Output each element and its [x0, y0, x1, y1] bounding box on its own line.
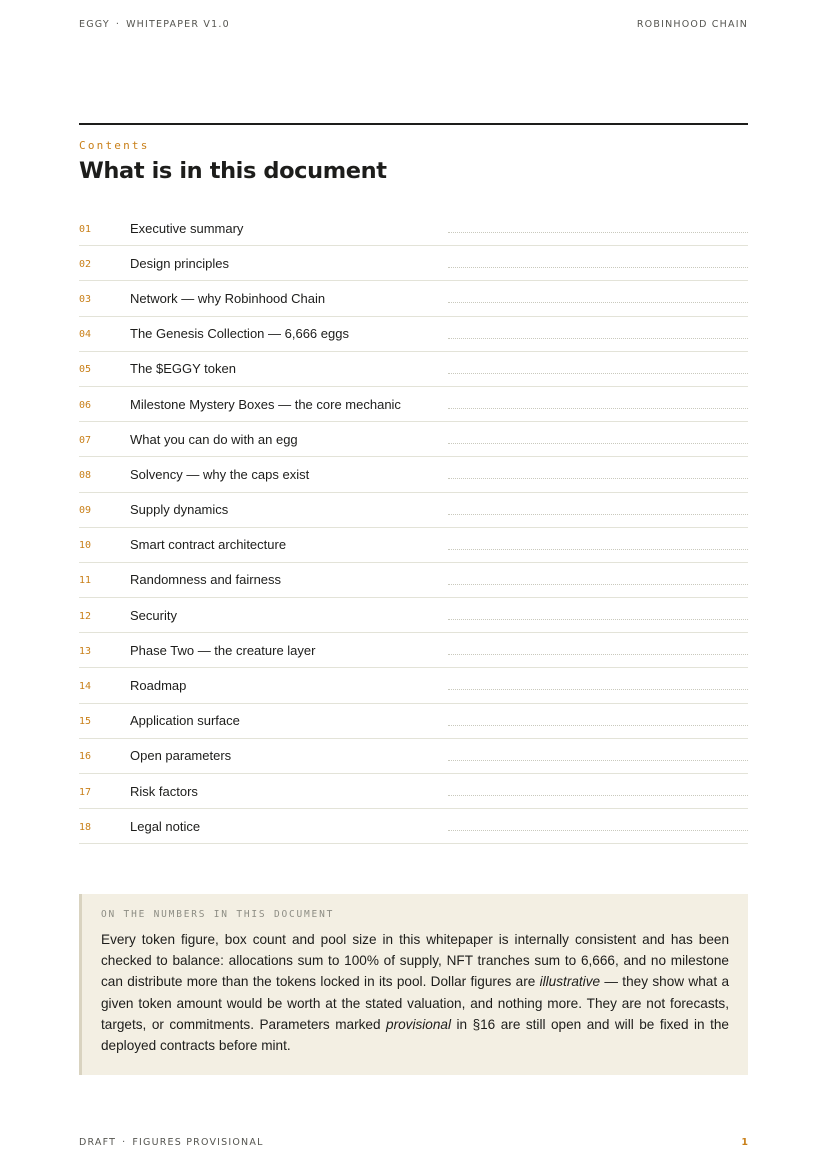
toc-entry[interactable] — [79, 246, 748, 281]
toc-entry-number: 15 — [79, 716, 92, 728]
toc-entry-title[interactable]: Solvency — why the caps exist — [130, 466, 310, 482]
toc-entry-title[interactable]: Randomness and fairness — [130, 572, 282, 588]
numbers-note-callout — [79, 894, 748, 1075]
toc-dot-leader — [448, 408, 748, 409]
toc-dot-leader — [448, 795, 748, 796]
toc-entry-number: 02 — [79, 258, 92, 270]
toc-entry[interactable] — [79, 352, 748, 387]
toc-dot-leader — [448, 619, 748, 620]
toc-entry-title[interactable]: Milestone Mystery Boxes — the core mechanic — [130, 396, 401, 412]
note-emphasis-provisional: provisional — [386, 1016, 452, 1032]
note-body — [101, 929, 729, 1056]
toc-entry-title[interactable]: The Genesis Collection — 6,666 eggs — [130, 326, 349, 342]
toc-entry[interactable] — [79, 528, 748, 563]
footer-left — [79, 1137, 264, 1151]
toc-dot-leader — [448, 760, 748, 761]
toc-entry-title[interactable]: Executive summary — [130, 220, 244, 236]
toc-entry[interactable] — [79, 563, 748, 598]
toc-dot-leader — [448, 267, 748, 268]
toc-entry-number: 14 — [79, 681, 92, 693]
toc-entry-number: 05 — [79, 364, 92, 376]
toc-entry-number: 10 — [79, 540, 92, 552]
toc-entry-title[interactable]: The $EGGY token — [130, 361, 236, 377]
toc-entry[interactable] — [79, 809, 748, 844]
toc-dot-leader — [448, 478, 748, 479]
toc-dot-leader — [448, 443, 748, 444]
toc-entry-title[interactable]: Smart contract architecture — [130, 537, 287, 553]
toc-entry-number: 01 — [79, 223, 92, 235]
contents-eyebrow: Contents — [79, 139, 150, 152]
toc-dot-leader — [448, 549, 748, 550]
toc-entry-title[interactable]: Security — [130, 607, 177, 623]
network-name: ROBINHOOD CHAIN — [636, 19, 748, 30]
toc-dot-leader — [448, 338, 748, 339]
page-number: 1 — [741, 1137, 748, 1148]
toc-entry-number: 16 — [79, 751, 92, 763]
note-eyebrow: ON THE NUMBERS IN THIS DOCUMENT — [101, 909, 335, 920]
toc-entry-number: 03 — [79, 293, 92, 305]
toc-entry-number: 18 — [79, 821, 92, 833]
footer-separator: · — [122, 1137, 127, 1148]
toc-entry-title[interactable]: Legal notice — [130, 818, 201, 834]
toc-entry[interactable] — [79, 704, 748, 739]
toc-entry-title[interactable]: Open parameters — [130, 748, 232, 764]
toc-dot-leader — [448, 373, 748, 374]
toc-dot-leader — [448, 654, 748, 655]
page-title: What is in this document — [79, 158, 387, 184]
header-separator: · — [115, 19, 121, 30]
toc-dot-leader — [448, 725, 748, 726]
toc-entry-number: 09 — [79, 505, 92, 517]
toc-entry[interactable] — [79, 774, 748, 809]
toc-entry-number: 12 — [79, 610, 92, 622]
toc-entry-title[interactable]: Phase Two — the creature layer — [130, 642, 316, 658]
draft-label: DRAFT — [79, 1137, 117, 1148]
figures-provisional-label: FIGURES PROVISIONAL — [132, 1137, 264, 1148]
toc-entry[interactable] — [79, 739, 748, 774]
note-text-3: in §16 are still open and will be fixed in the deployed contracts before mint. — [101, 1016, 729, 1054]
document-title: WHITEPAPER V1.0 — [126, 19, 230, 30]
toc-entry[interactable] — [79, 211, 748, 246]
toc-entry-number: 17 — [79, 786, 92, 798]
toc-entry-title[interactable]: Risk factors — [130, 783, 198, 799]
toc-entry[interactable] — [79, 668, 748, 703]
running-header — [79, 19, 748, 33]
note-text-2: — they show what a given token amount would be worth at the stated valuation, and nothing more. They are not forecasts, targets, or commitments. Parameters marked — [101, 974, 729, 1032]
table-of-contents — [79, 211, 748, 844]
page-footer — [79, 1137, 748, 1151]
toc-dot-leader — [448, 514, 748, 515]
toc-entry-number: 06 — [79, 399, 92, 411]
toc-entry-number: 13 — [79, 645, 92, 657]
toc-entry[interactable] — [79, 317, 748, 352]
header-left — [79, 19, 230, 33]
toc-dot-leader — [448, 830, 748, 831]
toc-entry-title[interactable]: Supply dynamics — [130, 502, 229, 518]
toc-entry[interactable] — [79, 633, 748, 668]
toc-dot-leader — [448, 584, 748, 585]
note-emphasis-illustrative: illustrative — [539, 974, 601, 990]
note-text-1: Every token figure, box count and pool size in this whitepaper is internally consistent and has been checked to balance: allocations sum to 100% of supply, NFT tranches sum to 6,666, and no milestone can distribute more than the tokens locked in its pool. Dollar figures are — [101, 932, 729, 990]
toc-entry-number: 11 — [79, 575, 92, 587]
toc-entry-title[interactable]: Design principles — [130, 255, 229, 271]
top-rule — [79, 123, 748, 125]
toc-entry[interactable] — [79, 281, 748, 316]
brand-name: EGGY — [79, 19, 110, 30]
toc-entry[interactable] — [79, 387, 748, 422]
toc-dot-leader — [448, 232, 748, 233]
toc-entry-number: 04 — [79, 329, 92, 341]
toc-entry[interactable] — [79, 493, 748, 528]
toc-entry[interactable] — [79, 457, 748, 492]
toc-entry-title[interactable]: What you can do with an egg — [130, 431, 298, 447]
toc-entry-title[interactable]: Network — why Robinhood Chain — [130, 290, 326, 306]
toc-dot-leader — [448, 689, 748, 690]
toc-entry[interactable] — [79, 422, 748, 457]
toc-entry-number: 08 — [79, 469, 92, 481]
toc-entry-title[interactable]: Application surface — [130, 713, 240, 729]
toc-dot-leader — [448, 302, 748, 303]
toc-entry-number: 07 — [79, 434, 92, 446]
toc-entry[interactable] — [79, 598, 748, 633]
toc-entry-title[interactable]: Roadmap — [130, 678, 187, 694]
